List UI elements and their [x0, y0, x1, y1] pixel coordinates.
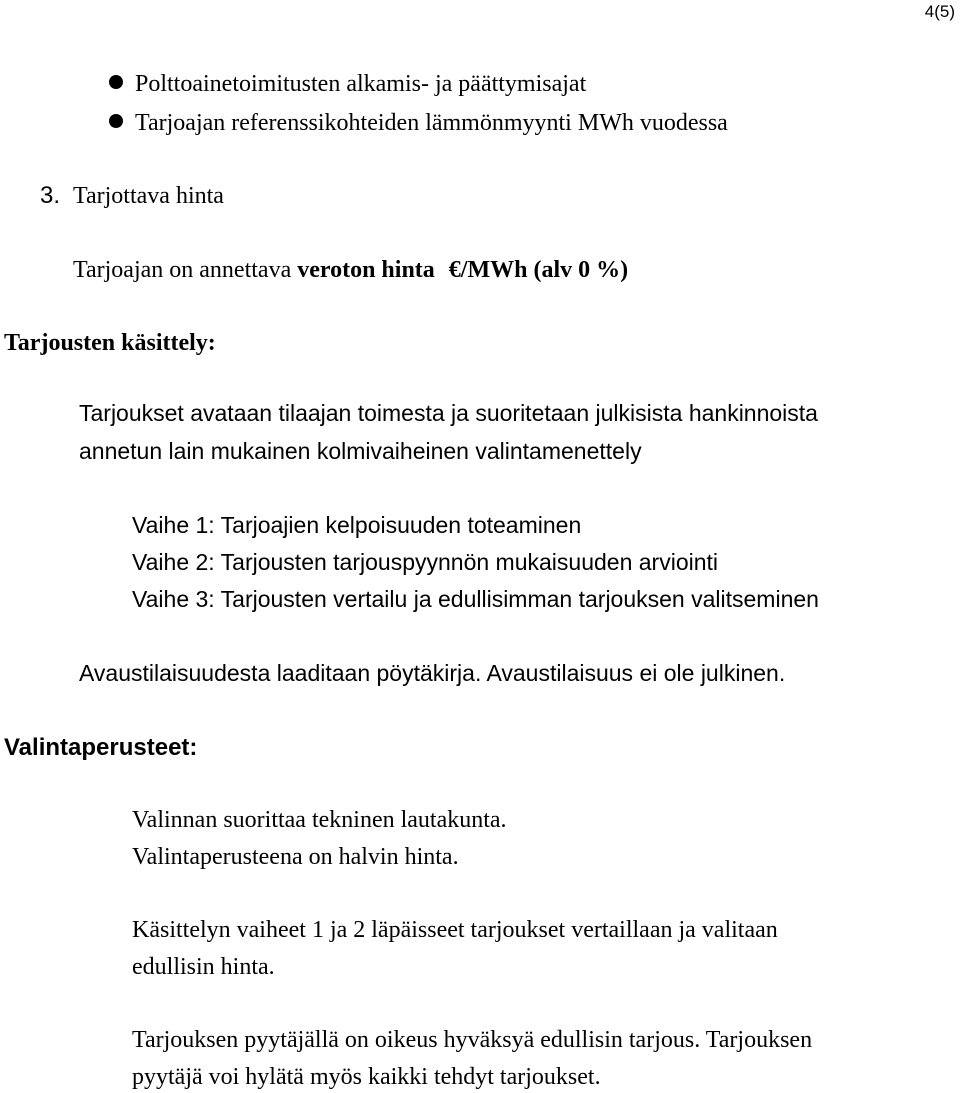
- bullet-text: Tarjoajan referenssikohteiden lämmönmyynti MWh vuodessa: [135, 110, 728, 136]
- page-number: 4(5): [924, 2, 955, 21]
- minutes-note: Avaustilaisuudesta laaditaan pöytäkirja. Avaustilaisuus ei ole julkinen.: [79, 660, 786, 686]
- criteria-line-2: Valintaperusteena on halvin hinta.: [132, 844, 459, 870]
- bullet-item-references: [109, 111, 728, 135]
- price-requirement: [73, 258, 628, 282]
- compare-line-1: Käsittelyn vaiheet 1 ja 2 läpäisseet tarjoukset vertaillaan ja valitaan: [132, 917, 778, 943]
- criteria-line-1: Valinnan suorittaa tekninen lautakunta.: [132, 807, 507, 833]
- bullet-item-fuel-delivery: [109, 72, 586, 96]
- rights-line-2: pyytäjä voi hylätä myös kaikki tehdyt tarjoukset.: [132, 1064, 601, 1090]
- price-bold: veroton hinta: [297, 257, 435, 283]
- phase-1: Vaihe 1: Tarjoajien kelpoisuuden toteaminen: [132, 512, 582, 538]
- price-unit: €/MWh (alv 0 %): [448, 257, 629, 283]
- processing-heading: Tarjousten käsittely:: [4, 330, 216, 356]
- price-prefix: Tarjoajan on annettava: [73, 257, 298, 283]
- phase-2: Vaihe 2: Tarjousten tarjouspyynnön mukaisuuden arviointi: [132, 549, 719, 575]
- section-3-title: Tarjottava hinta: [73, 183, 224, 209]
- criteria-heading: Valintaperusteet:: [4, 734, 198, 761]
- bullet-icon: [109, 75, 123, 89]
- bullet-icon: [109, 114, 123, 128]
- processing-intro-line-1: Tarjoukset avataan tilaajan toimesta ja suoritetaan julkisista hankinnoista: [79, 400, 818, 426]
- rights-line-1: Tarjouksen pyytäjällä on oikeus hyväksyä edullisin tarjous. Tarjouksen: [132, 1027, 813, 1053]
- processing-intro-line-2: annetun lain mukainen kolmivaiheinen valintamenettely: [79, 438, 642, 464]
- phase-3: Vaihe 3: Tarjousten vertailu ja edullisimman tarjouksen valitseminen: [132, 586, 819, 612]
- bullet-text: Polttoainetoimitusten alkamis- ja päättymisajat: [135, 71, 587, 97]
- section-3-number: 3.: [40, 182, 61, 209]
- compare-line-2: edullisin hinta.: [132, 954, 275, 980]
